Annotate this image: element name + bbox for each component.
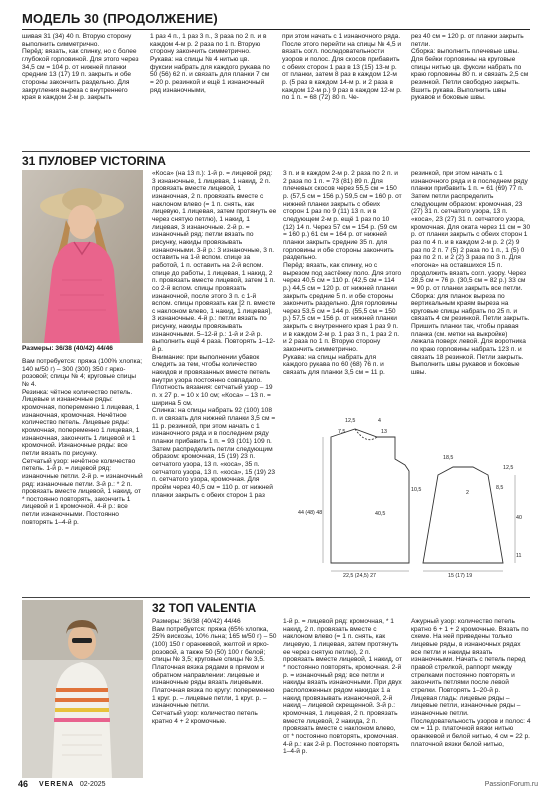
sch-label-6: 12,5 [503,465,514,471]
sch-label-7: 10,5 [411,487,422,493]
divider [22,597,530,598]
model-photo-31 [22,170,143,343]
watermark-url: PassionForum.ru [484,781,538,788]
page-number: 46 [18,779,29,789]
sec32-col-2-text: 1-й р. = лицевой ряд: кромочная, * 1 накид, 2 п. провязать вместе с наклоном влево (= 1 п. снять, как лицевую, 1 лицевая, затем протянуть ее через снятую петлю), 2 п. провязать вместе лицевой, 1 накид, от * постоянно повторять, кромочная. 2-й р. = изнаночный ряд: все петли и накиды вязать изнаночными. При двух расположенных рядом накидах 1 а накид провязывать изнаночной, 2-й накид – лицевой скрещенной. 3-й р.: кромочная, 1 лицевая, 2 п. провязать вместе лицевой, 2 накида, 2 п. провязать вместе с наклоном влево, от * постоянно повторять, кромочная. 4-й р.: как 2-й р. Постоянно повторять 1–4-й р. [283,618,402,756]
top-col-4 [411,33,531,149]
sec32-col-3-text: Ажурный узор: количество петель кратно 6 + 1 + 2 кромочные. Вязать по схеме. На ней приведены только лицевые ряды, в изнаночных рядах все петли и накиды вязать изнаночными. Начать с петель перед правой стрелкой, раппорт между стрелками постоянно повторять и закончить петлями после левой стрелки. Повторять 1–20-й р. Лицевая гладь: лицевые ряды – лицевые петли, изнаночные ряды – изнаночные петли. Последовательность узоров и полос: 4 см = 11 р. платочной вязки нитью оранжевой и белой нитью, 4 см = 22 р. платочной вязки белой нитью, [411,618,531,748]
page-header [22,11,530,30]
sch-label-9: 44 (48) 48 [298,510,323,516]
model-photo-32 [22,600,143,778]
top-col-3 [282,33,402,149]
brand-name: VERENA [39,781,74,788]
sec31-col-2 [152,170,277,584]
sec31-col-4 [411,170,531,403]
sec32-col-1-text: Размеры: 36/38 (40/42) 44/46 Вам потребуется: пряжа (65% хлопка, 25% вискозы, 10% льна; 165 м/50 г) – 50 (100) 150 г оранжевой, желтой и ярко-розовой, а также 50 (50) 100 г белой; спицы № 3,5; круговые спицы № 3,5. Платочная вязка рядами в прямом и обратном направлении: лицевые и изнаночные ряды вязать лицевыми. Платочная вязка по кругу: попеременно 1 круг. р. – лицевые петли, 1 круг. р. – изнаночные петли. Сетчатый узор: количество петель кратно 4 + 2 кромочные. [152,618,277,725]
section-title-32: 32 ТОП VALENTIA [152,601,257,615]
sch-label-13: 40 [516,515,522,521]
sch-label-10: 40,5 [375,511,386,517]
sec31-col-3-text: 3 п. и в каждом 2-м р. 2 раза по 2 п. и 2 раза по 1 п. = 73 (81) 89 п. Для плечевых скосов через 55,5 см = 150 р. (57,5 см = 156 р.) 59,5 см = 160 р. от нижней планки закрыть с обеих сторон 1 раз по 9 (11) 13 п. и в следующем 2-м р. ещё 1 раз по 10 (12) 14 п. Через 57 см = 154 р. (59 см = 160 р.) 61 см = 164 р. от нижней планки закрыть средние 35 п. для горловины и обе стороны закончить раздельно. Перёд: вязать, как спинку, но с вырезом под застёжку поло. Для этого через 40,5 см = 110 р. (42,5 см = 114 р.) 44,5 см = 120 р. от нижней планки закрыть средние 5 п. и обе стороны закончить раздельно. Для горловины через 53,5 см = 144 р. (55,5 см = 150 р.) 57,5 см = 156 р. от нижней планки закрыть с внутреннего края 1 раз 9 п. и в каждом 2-м р. 1 раз 3 п., 1 раз 2 п. и 2 раза по 1 п. Вторую сторону закончить симметрично. Рукава: на спицы набрать для каждого рукава по 60 (68) 76 п. и связать для планки 3,5 см = 11 р. [283,170,402,377]
top-col-2 [150,33,272,149]
top-col-3-text: при этом начать с 1 изнаночного ряда. После этого перейти на спицы № 4,5 и вязать согл. последовательности узоров и полос. Для скосов прибавить с обеих сторон 1 раз в 13 (15) 13-м р. от планки, затем 8 раз в каждом 12-м р. (5 раз в каждом 14-м р. и 2 раза в каждом 12-м р.) 9 раз в каждом 12-м р. по 1 п. = 68 (72) 80 п. Че- [282,33,402,102]
sch-label-8: 22,5 (24,5) 27 [343,573,376,579]
magazine-brand [39,781,106,788]
sch-label-4: 13 [381,429,387,435]
sec32-col-3 [411,618,531,778]
sec31-col-4-text: резинкой, при этом начать с 1 изнаночного ряда и в последнем ряду планки прибавить 1 п. = 61 (69) 77 п. Затем петли распределить следующим образом: кромочная, 23 (27) 31 п. сетчатого узора, 13 п. «коса», 23 (27) 31 п. сетчатого узора, кромочная. Для оката через 11 см = 30 р. от планки закрыть с обеих сторон 1 раз по 4 п. и в каждом 2-м р. 2 (2) 9 раз по 2 п. 7 (5) 2 раза по 1 п., 1 (5) 0 раз по 2 п. и 2 (2) 3 раза по 3 п. Для «погона» на оставшихся 15 п. продолжить вязать согл. узору. Через 28,5 см = 76 р. (30,5 см = 82 р.) 33 см = 90 р. от планки закрыть все петли. Сборка: для планок выреза по вертикальным краям выреза на круговые спицы набрать по 25 п. и связать 4 см резинкой. Петли закрыть. Пришить планки так, чтобы правая планка (см. метки на выкройке) лежала поверх левой. Для воротника по краю горловины набрать 123 п. и связать 18 резинкой. Петли закрыть. Выполнить швы рукавов и боковые швы. [411,170,531,377]
section-title: МОДЕЛЬ 30 (ПРОДОЛЖЕНИЕ) [22,11,218,26]
size-line-31 [22,345,143,354]
sec31-col-2-text: «Коса» (на 13 п.): 1-й р. = лицевой ряд: 3 изнаночные, 1 лицевая, 1 накид, 2 п. провязать вместе лицевой, 1 изнаночная, 2 п. провязать вместе с наклоном влево (= 1 п. снять, как лицевую, 1 лицевая, затем протянуть ее через снятую петлю), 1 накид, 1 лицевая, 3 изнаночные. 2-й р. = изнаночный ряд: петли вязать по рисунку, накиды провязывать изнаночными. 3-й р.: 3 изнаночные, 3 п. оставить на 1-й вспом. спице за работой, 1 п. оставить на 2-й вспом. спице до работы, 1 лицевая, 1 накид, 2 п. провязать вместе лицевой, затем 1 п. со 2-й вспом. спицы провязать изнаночной, после этого 3 п. с 1-й вспом. спицы провязать как [2 п. вместе с наклоном влево, 1 накид, 1 лицевая], 3 изнаночные. 4-й р.: петли вязать по рисунку, накиды провязывать изнаночными. 5–12-й р.: 1-й и 2-й р. выполнить ещё 4 раза. Повторять 1–12-й р. Внимание: при выполнении убавок следить за тем, чтобы количество накидов и провязанных вместе петель внутри узора постоянно совпадало. Плотность вязания: сетчатый узор – 19 п. х 27 р. = 10 х 10 см; «Коса» – 13 п. = ширина 5 см. Спинка: на спицы набрать 92 (100) 108 п. и связать для нижней планки 3,5 см = 11 р. резинкой, при этом начать с 1 изнаночного ряда и в последнем ряду планки прибавить 1 п. = 93 (101) 109 п. Затем распределить петли следующим образом: кромочная, 15 (19) 23 п. сетчатого узора, 13 п. «коса», 35 п. сетчатого узора, 13 п. «коса», 15 (19) 23 п. сетчатого узора, кромочная. Для пройм через 40,5 см = 110 р. от нижней планки закрыть с обеих сторон 1 раз [152,170,277,499]
issue-number: 02-2025 [79,781,106,788]
top-col-4-text: рез 40 см = 120 р. от планки закрыть петли. Сборка: выполнить плечевые швы. Для бейки горловины на круговые спицы нитью цв. фуксии набрать по краю горловины 80 п. и связать 2,5 см резинкой. Петли свободно закрыть. Вшить рукава. Выполнить швы рукавов и боковые швы. [411,33,529,102]
section-title-31: 31 ПУЛОВЕР VICTORINA [22,154,166,168]
sch-label-3: 7,5 [338,429,346,435]
schematic [283,415,531,583]
sec31-col-1 [22,358,143,584]
schematic-drawing [283,415,531,583]
sch-label-1: 12,5 [345,418,356,424]
top-col-1-text: шивая 31 (34) 40 п. Вторую сторону выполнить симметрично. Перёд: вязать, как спинку, но с более глубокой горловиной. Для этого через 34,5 см = 104 р. от нижней планки средние 13 (17) 19 п. закрыть и обе стороны закончить раздельно. Для закругления выреза с внутреннего края в каждом 2-м р. закрыть [22,33,139,102]
sch-label-2: 4 [378,418,381,424]
sch-label-15: 15 (17) 19 [448,573,473,579]
sch-label-14: 11 [516,553,522,559]
sec32-col-2 [283,618,403,778]
sec31-col-3 [283,170,402,403]
top-col-2-text: 1 раз 4 п., 1 раз 3 п., 3 раза по 2 п. и в каждом 4-м р. 2 раза по 1 п. Вторую сторону закончить симметрично. Рукава: на спицы № 4 нитью цв. фуксии набрать для каждого рукава по 50 (56) 62 п. и связать для планки 7 см = 20 р. резинкой и ещё 1 изнаночный ряд изнаночными, [150,33,270,94]
sch-label-11: 8,5 [496,485,504,491]
size-text-31: Размеры: 36/38 (40/42) 44/46 [22,345,113,352]
divider [22,151,530,152]
top-col-1 [22,33,141,149]
sch-label-5: 18,5 [443,455,454,461]
sec31-col-1-text: Вам потребуется: пряжа (100% хлопка; 140 м/50 г) – 300 (300) 350 г ярко-розовой; спицы № 4; круговые спицы № 4. Резинка: чётное количество петель. Лицевые и изнаночные ряды: кромочная, попеременно 1 лицевая, 1 изнаночная, кромочная. Нечётное количество петель. Лицевые ряды: кромочная, попеременно 1 лицевая, 1 изнаночная, закончить 1 лицевой и 1 кромочной. Изнаночные ряды: все петли вязать по рисунку. Сетчатый узор: нечётное количество петель. 1-й р. = лицевой ряд: изнаночные петли. 2-й р. = изнаночный ряд: изнаночные петли. 3-й р.: * 2 п. провязать вместе лицевой, 1 накид, от * постоянно повторять, закончить 1 лицевой и 1 кромочной. 4-й р.: все петли изнаночными. Постоянно повторять 1–4-й р. [22,358,143,526]
sec32-col-1 [152,618,278,778]
sch-label-12: 2 [466,490,469,496]
